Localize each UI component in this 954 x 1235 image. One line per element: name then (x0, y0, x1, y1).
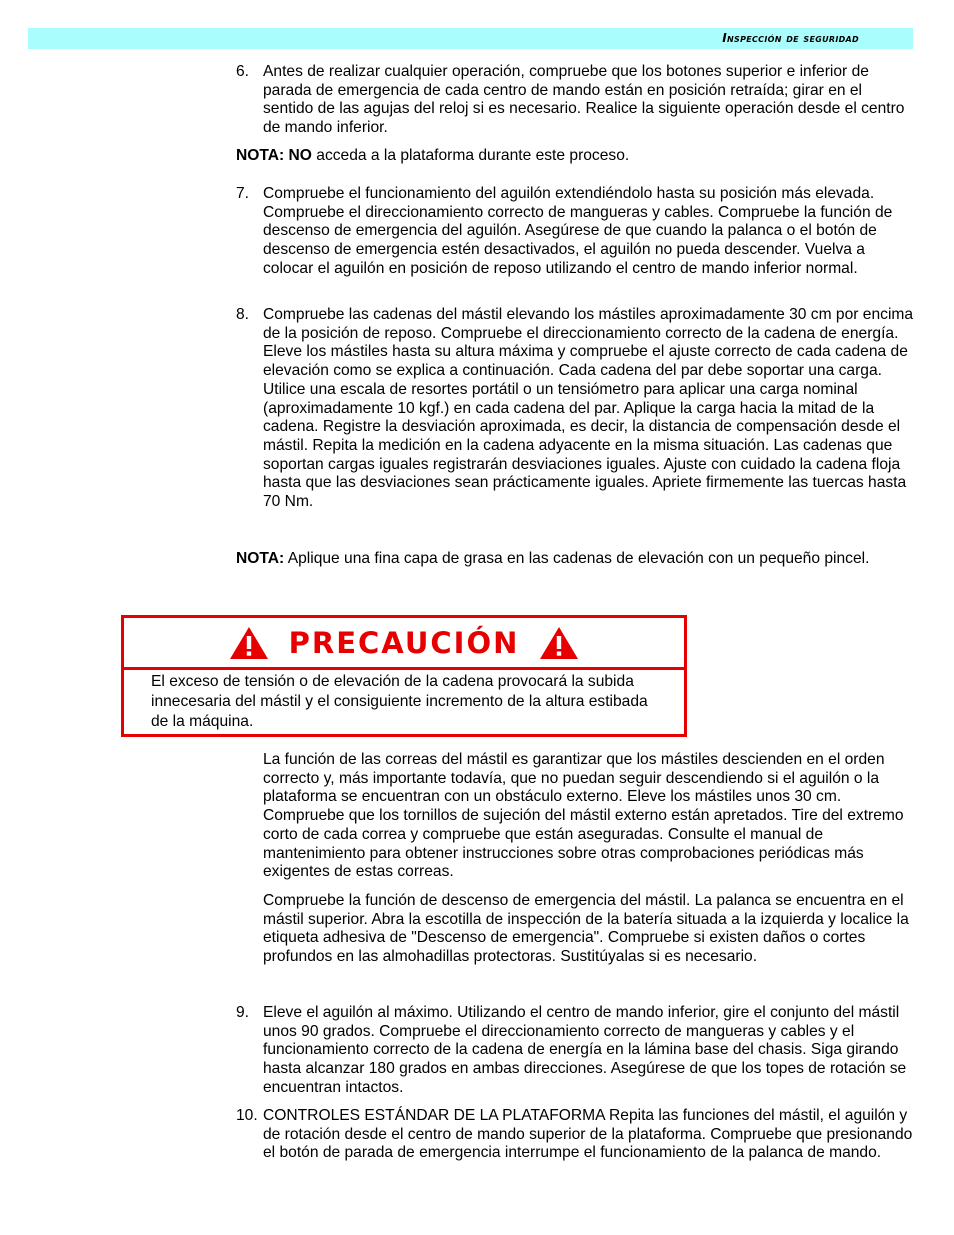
item-number: 9. (236, 1004, 250, 1021)
page-header-bar (28, 28, 913, 49)
note-label: NOTA: NO (236, 147, 312, 164)
list-item-7 (236, 185, 916, 279)
note-2 (236, 550, 916, 569)
item-number: 10. (236, 1107, 258, 1124)
note-text: acceda a la plataforma durante este proceso. (311, 147, 630, 164)
item-text: Antes de realizar cualquier operación, compruebe que los botones superior e inferior de parada de emergencia de cada centro de mando están en posición retraída; girar en el sentido de las agujas del reloj si es necesario. Realice la siguiente operación desde el centro de mando inferior. (263, 63, 905, 137)
item-number: 7. (236, 185, 250, 202)
paragraph-emergency-descent: Compruebe la función de descenso de emergencia del mástil. La palanca se encuentra en el mástil superior. Abra la escotilla de inspección de la batería situada a la izquierda y localice la etiqueta adhesiva de "Descenso de emergencia". Compruebe si existen daños o cortes profundos en las almohadillas protectoras. Sustitúyalas si es necesario. (263, 892, 909, 966)
list-item-9 (236, 1004, 916, 1098)
caution-header (124, 618, 684, 670)
list-item-10 (236, 1107, 916, 1163)
list-item-6 (236, 63, 916, 138)
list-item-8 (236, 306, 916, 512)
item-text: Compruebe las cadenas del mástil elevando los mástiles aproximadamente 30 cm por encima de la posición de reposo. Compruebe el direccionamiento correcto de la cadena de energía. Eleve los mástiles hasta su altura máxima y compruebe el ajuste correcto de cada cadena de elevación como se explica a continuación. Cada cadena del par debe soportar una carga. Utilice una escala de resortes portátil o un tensiómetro para aplicar una carga nominal (aproximadamente 10 kgf.) en cada cadena del par. Aplique la carga hacia la mitad de la cadena. Registre la desviación aproximada, es decir, la distancia de compensación desde el mástil. Repita la medición en la cadena adyacente en la misma situación. Las cadenas que soportan cargas iguales registrarán desviaciones iguales. Ajuste con cuidado la cadena floja hasta que las desviaciones sean prácticamente iguales. Apriete firmemente las tuercas hasta 70 Nm. (263, 306, 914, 511)
item-text: CONTROLES ESTÁNDAR DE LA PLATAFORMA Repita las funciones del mástil, el aguilón y de rotación desde el centro de mando superior de la plataforma. Compruebe que presionando el botón de parada de emergencia interrumpe el funcionamiento de la palanca de mando. (263, 1107, 913, 1162)
item-text: Eleve el aguilón al máximo. Utilizando el centro de mando inferior, gire el conjunto del mástil unos 90 grados. Compruebe el direccionamiento correcto de mangueras y cables y el funcionamiento correcto de la cadena de energía en la lámina base del chasis. Siga girando hasta alcanzar 180 grados en ambas direcciones. Asegúrese de que los topes de rotación se encuentran intactos. (263, 1004, 907, 1096)
caution-text: El exceso de tensión o de elevación de la cadena provocará la subida innecesaria del mástil y el consiguiente incremento de la altura estibada de la máquina. (151, 673, 648, 730)
warning-triangle-icon (539, 626, 579, 660)
note-1 (236, 147, 916, 166)
item-number: 6. (236, 63, 250, 80)
note-label: NOTA: (236, 550, 285, 567)
warning-triangle-icon (229, 626, 269, 660)
paragraph-mast-straps: La función de las correas del mástil es garantizar que los mástiles descienden en el orden correcto y, más importante todavía, que no puedan seguir descendiendo si el aguilón o la plataforma se encuentran con un obstáculo externo. Eleve los mástiles unos 30 cm. Compruebe que los tornillos de sujeción del mástil externo están apretados. Tire del extremo corto de cada correa y compruebe que están aseguradas. Consulte el manual de mantenimiento para obtener instrucciones sobre otras comprobaciones periódicas más exigentes de estas correas. (263, 751, 904, 881)
note-text: Aplique una fina capa de grasa en las cadenas de elevación con un pequeño pincel. (284, 550, 870, 567)
item-text: Compruebe el funcionamiento del aguilón extendiéndolo hasta su posición más elevada. Compruebe el direccionamiento correcto de mangueras y cables. Compruebe la función de descenso de emergencia del aguilón. Asegúrese de que cuando la palanca o el botón de descenso de emergencia estén desactivados, el aguilón no pueda descender. Vuelva a colocar el aguilón en posición de reposo utilizando el centro de mando inferior normal. (263, 185, 893, 277)
item-number: 8. (236, 306, 250, 323)
caution-title: PRECAUCIÓN (288, 625, 520, 660)
page-header-title: Inspección de seguridad (722, 31, 859, 45)
caution-box (121, 615, 687, 737)
